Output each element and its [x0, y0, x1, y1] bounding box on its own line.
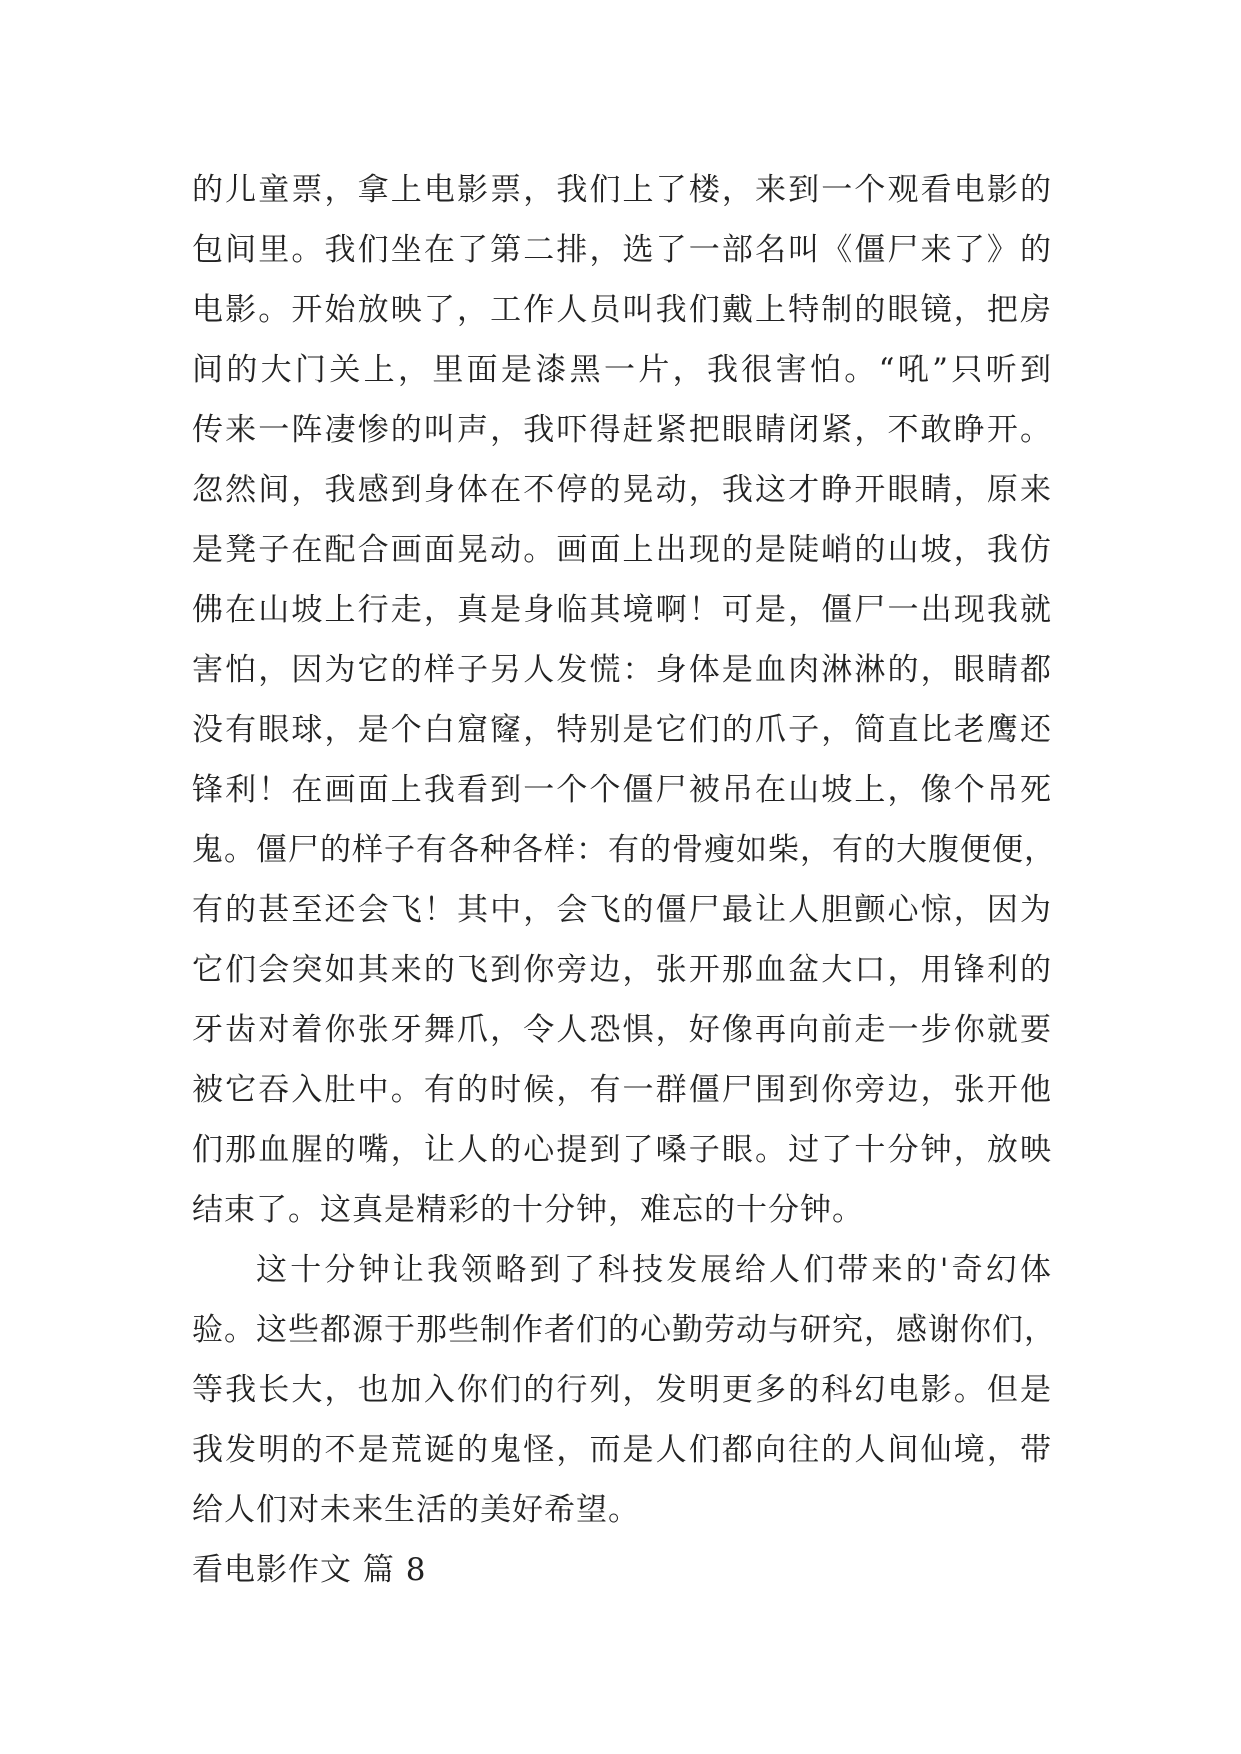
text-line: 有的甚至还会飞！其中，会飞的僵尸最让人胆颤心惊，因为	[192, 892, 1052, 928]
text-line: 没有眼球，是个白窟窿，特别是它们的爪子，简直比老鹰还	[192, 712, 1052, 748]
text-line: 电影。开始放映了，工作人员叫我们戴上特制的眼镜，把房	[192, 292, 1052, 328]
text-line: 传来一阵凄惨的叫声，我吓得赶紧把眼睛闭紧，不敢睁开。	[192, 412, 1052, 448]
text-line: 我发明的不是荒诞的鬼怪，而是人们都向往的人间仙境，带	[192, 1432, 1052, 1468]
text-line: 害怕，因为它的样子另人发慌：身体是血肉淋淋的，眼睛都	[192, 652, 1052, 688]
text-line: 间的大门关上，里面是漆黑一片，我很害怕。“吼”只听到	[192, 352, 1052, 388]
text-line: 是凳子在配合画面晃动。画面上出现的是陡峭的山坡，我仿	[192, 532, 1052, 568]
text-line: 忽然间，我感到身体在不停的晃动，我这才睁开眼睛，原来	[192, 472, 1052, 508]
paragraph-2	[192, 1240, 1056, 1540]
text-line: 牙齿对着你张牙舞爪，令人恐惧，好像再向前走一步你就要	[192, 1012, 1052, 1048]
text-line: 锋利！在画面上我看到一个个僵尸被吊在山坡上，像个吊死	[192, 772, 1052, 808]
essay-body	[192, 160, 1056, 1600]
text-line: 这十分钟让我领略到了科技发展给人们带来的'奇幻体	[256, 1252, 1052, 1288]
text-line: 鬼。僵尸的样子有各种各样：有的骨瘦如柴，有的大腹便便，	[192, 832, 1056, 868]
text-line: 们那血腥的嘴，让人的心提到了嗓子眼。过了十分钟，放映	[192, 1132, 1052, 1168]
text-line: 等我长大，也加入你们的行列，发明更多的科幻电影。但是	[192, 1372, 1052, 1408]
text-line: 的儿童票，拿上电影票，我们上了楼，来到一个观看电影的	[192, 172, 1052, 208]
text-line: 被它吞入肚中。有的时候，有一群僵尸围到你旁边，张开他	[192, 1072, 1052, 1108]
text-line: 给人们对未来生活的美好希望。	[192, 1492, 640, 1528]
text-line: 结束了。这真是精彩的十分钟，难忘的十分钟。	[192, 1192, 864, 1228]
text-line: 包间里。我们坐在了第二排，选了一部名叫《僵尸来了》的	[192, 232, 1052, 268]
paragraph-1	[192, 160, 1056, 1240]
section-heading: 看电影作文 篇 8	[192, 1552, 427, 1588]
text-line: 它们会突如其来的飞到你旁边，张开那血盆大口，用锋利的	[192, 952, 1052, 988]
text-line: 佛在山坡上行走，真是身临其境啊！可是，僵尸一出现我就	[192, 592, 1052, 628]
text-line: 验。这些都源于那些制作者们的心勤劳动与研究，感谢你们，	[192, 1312, 1056, 1348]
